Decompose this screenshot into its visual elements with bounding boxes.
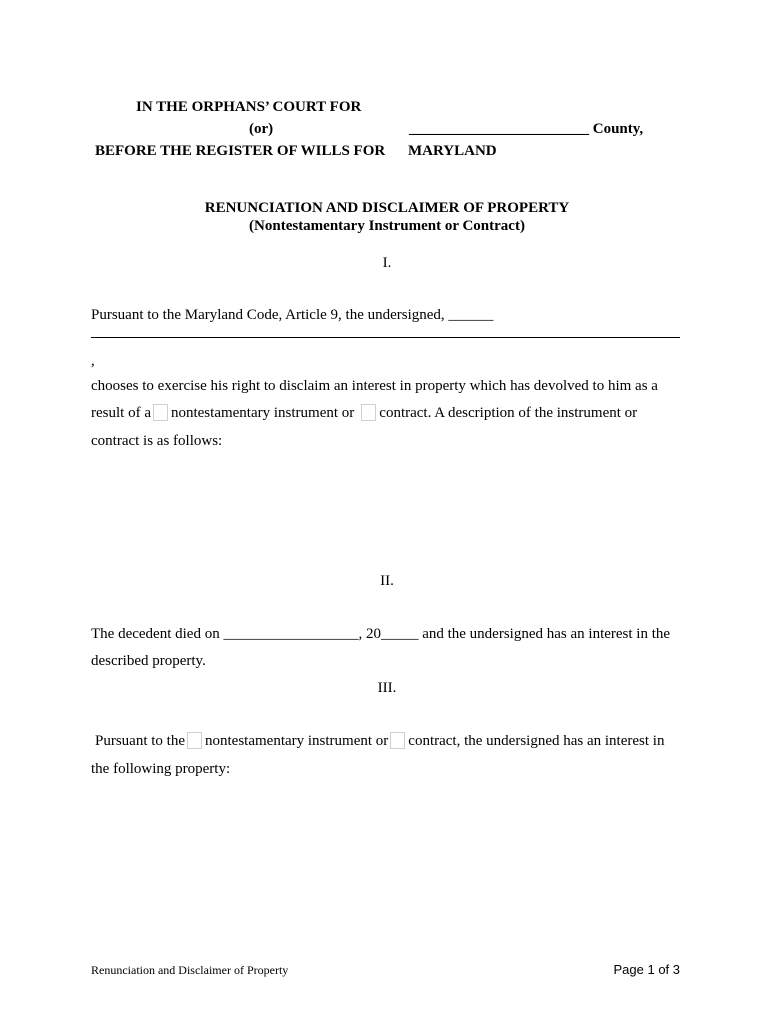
interest-text: contract, the undersigned has an interest in [408, 733, 665, 749]
county-field[interactable]: ________________________ County, [409, 121, 644, 137]
contract-description-text: contract. A description of the instrument or [379, 405, 638, 421]
document-title: RENUNCIATION AND DISCLAIMER OF PROPERTY [204, 200, 570, 216]
contract-checkbox-1[interactable] [361, 404, 376, 421]
undersigned-line: Pursuant to the Maryland Code, Article 9, the undersigned, ______ [91, 307, 494, 323]
comma-mark: , [91, 353, 95, 369]
state-label: MARYLAND [408, 143, 497, 159]
decedent-date-line[interactable]: The decedent died on __________________, 20_____ and the undersigned has an interest in the [91, 626, 671, 642]
result-of-text: result of a [91, 405, 151, 421]
described-property-line: described property. [91, 653, 206, 669]
nontestamentary-checkbox-1[interactable] [153, 404, 168, 421]
nontestamentary-checkbox-2[interactable] [187, 732, 202, 749]
pursuant-text: Pursuant to the [95, 733, 185, 749]
following-property-line: the following property: [91, 761, 231, 777]
disclaim-paragraph-line-1: chooses to exercise his right to disclaim an interest in property which has devolved to him as a [91, 378, 658, 394]
section-numeral-1: I. [382, 255, 392, 271]
footer-title: Renunciation and Disclaimer of Property [91, 963, 289, 977]
contract-checkbox-2[interactable] [390, 732, 405, 749]
nontestamentary-text-2: nontestamentary instrument or [205, 733, 389, 749]
page-number: Page 1 of 3 [613, 962, 680, 977]
section-numeral-2: II. [380, 573, 394, 589]
disclaim-paragraph-line-2 [91, 404, 637, 422]
section-numeral-3: III. [377, 680, 397, 696]
register-heading: BEFORE THE REGISTER OF WILLS FOR [95, 143, 386, 159]
nontestamentary-text-1: nontestamentary instrument or [170, 405, 355, 421]
name-blank-line[interactable] [91, 337, 680, 338]
pursuant-line [95, 732, 664, 750]
disclaim-paragraph-line-3: contract is as follows: [91, 433, 223, 449]
court-heading: IN THE ORPHANS’ COURT FOR [136, 99, 362, 115]
or-label: (or) [249, 121, 274, 137]
document-subtitle: (Nontestamentary Instrument or Contract) [249, 218, 525, 234]
